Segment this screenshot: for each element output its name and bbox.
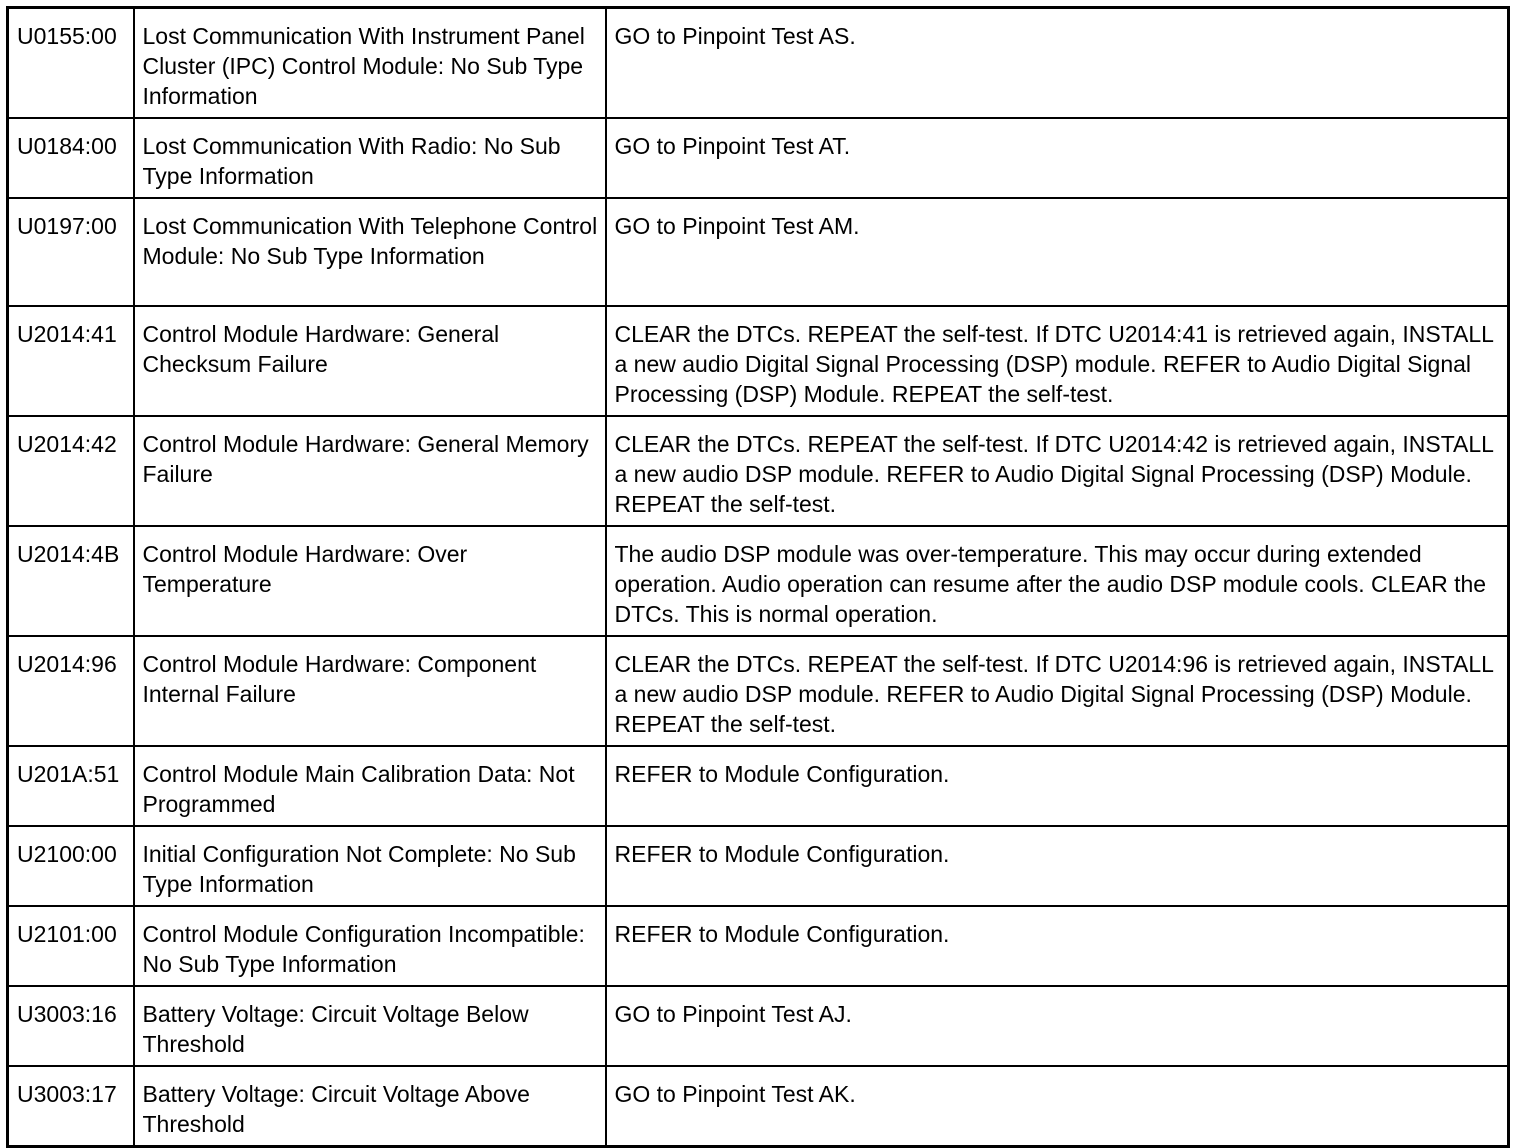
dtc-description-cell: Lost Communication With Telephone Control Module: No Sub Type Information — [134, 198, 606, 306]
dtc-description-cell: Battery Voltage: Circuit Voltage Below Threshold — [134, 986, 606, 1066]
dtc-code-cell: U3003:16 — [8, 986, 134, 1066]
table-row — [8, 986, 1509, 1066]
dtc-code-cell: U3003:17 — [8, 1066, 134, 1147]
table-row — [8, 526, 1509, 636]
dtc-description-cell: Initial Configuration Not Complete: No Sub Type Information — [134, 826, 606, 906]
table-row — [8, 1066, 1509, 1147]
dtc-code-cell: U0197:00 — [8, 198, 134, 306]
dtc-description-cell: Control Module Hardware: Component Internal Failure — [134, 636, 606, 746]
table-row — [8, 416, 1509, 526]
dtc-description-cell: Control Module Configuration Incompatible: No Sub Type Information — [134, 906, 606, 986]
table-row — [8, 826, 1509, 906]
dtc-action-cell: REFER to Module Configuration. — [606, 906, 1509, 986]
table-row — [8, 118, 1509, 198]
table-row — [8, 636, 1509, 746]
table-row — [8, 906, 1509, 986]
dtc-code-cell: U201A:51 — [8, 746, 134, 826]
dtc-code-cell: U2014:42 — [8, 416, 134, 526]
dtc-code-cell: U2014:41 — [8, 306, 134, 416]
dtc-code-cell: U2014:4B — [8, 526, 134, 636]
dtc-action-cell: GO to Pinpoint Test AK. — [606, 1066, 1509, 1147]
dtc-action-cell: CLEAR the DTCs. REPEAT the self-test. If DTC U2014:41 is retrieved again, INSTALL a new audio Digital Signal Processing (DSP) module. REFER to Audio Digital Signal Processing (DSP) Module. REPEAT the self-test. — [606, 306, 1509, 416]
dtc-action-cell: GO to Pinpoint Test AM. — [606, 198, 1509, 306]
dtc-action-cell: The audio DSP module was over-temperature. This may occur during extended operation. Audio operation can resume after the audio DSP module cools. CLEAR the DTCs. This is normal operation. — [606, 526, 1509, 636]
dtc-action-cell: GO to Pinpoint Test AS. — [606, 8, 1509, 119]
table-row — [8, 306, 1509, 416]
dtc-description-cell: Control Module Hardware: General Memory Failure — [134, 416, 606, 526]
dtc-description-cell: Lost Communication With Radio: No Sub Type Information — [134, 118, 606, 198]
dtc-action-cell: CLEAR the DTCs. REPEAT the self-test. If DTC U2014:42 is retrieved again, INSTALL a new audio DSP module. REFER to Audio Digital Signal Processing (DSP) Module. REPEAT the self-test. — [606, 416, 1509, 526]
table-row — [8, 198, 1509, 306]
dtc-code-cell: U0184:00 — [8, 118, 134, 198]
table-row — [8, 8, 1509, 119]
dtc-table — [6, 6, 1510, 1148]
dtc-action-cell: GO to Pinpoint Test AJ. — [606, 986, 1509, 1066]
dtc-description-cell: Battery Voltage: Circuit Voltage Above Threshold — [134, 1066, 606, 1147]
dtc-code-cell: U2100:00 — [8, 826, 134, 906]
dtc-description-cell: Control Module Main Calibration Data: Not Programmed — [134, 746, 606, 826]
dtc-description-cell: Lost Communication With Instrument Panel Cluster (IPC) Control Module: No Sub Type Information — [134, 8, 606, 119]
dtc-action-cell: GO to Pinpoint Test AT. — [606, 118, 1509, 198]
dtc-code-cell: U0155:00 — [8, 8, 134, 119]
dtc-table-body — [8, 8, 1509, 1147]
dtc-description-cell: Control Module Hardware: Over Temperature — [134, 526, 606, 636]
dtc-action-cell: REFER to Module Configuration. — [606, 746, 1509, 826]
dtc-action-cell: CLEAR the DTCs. REPEAT the self-test. If DTC U2014:96 is retrieved again, INSTALL a new audio DSP module. REFER to Audio Digital Signal Processing (DSP) Module. REPEAT the self-test. — [606, 636, 1509, 746]
dtc-action-cell: REFER to Module Configuration. — [606, 826, 1509, 906]
table-row — [8, 746, 1509, 826]
dtc-code-cell: U2101:00 — [8, 906, 134, 986]
dtc-code-cell: U2014:96 — [8, 636, 134, 746]
dtc-description-cell: Control Module Hardware: General Checksum Failure — [134, 306, 606, 416]
